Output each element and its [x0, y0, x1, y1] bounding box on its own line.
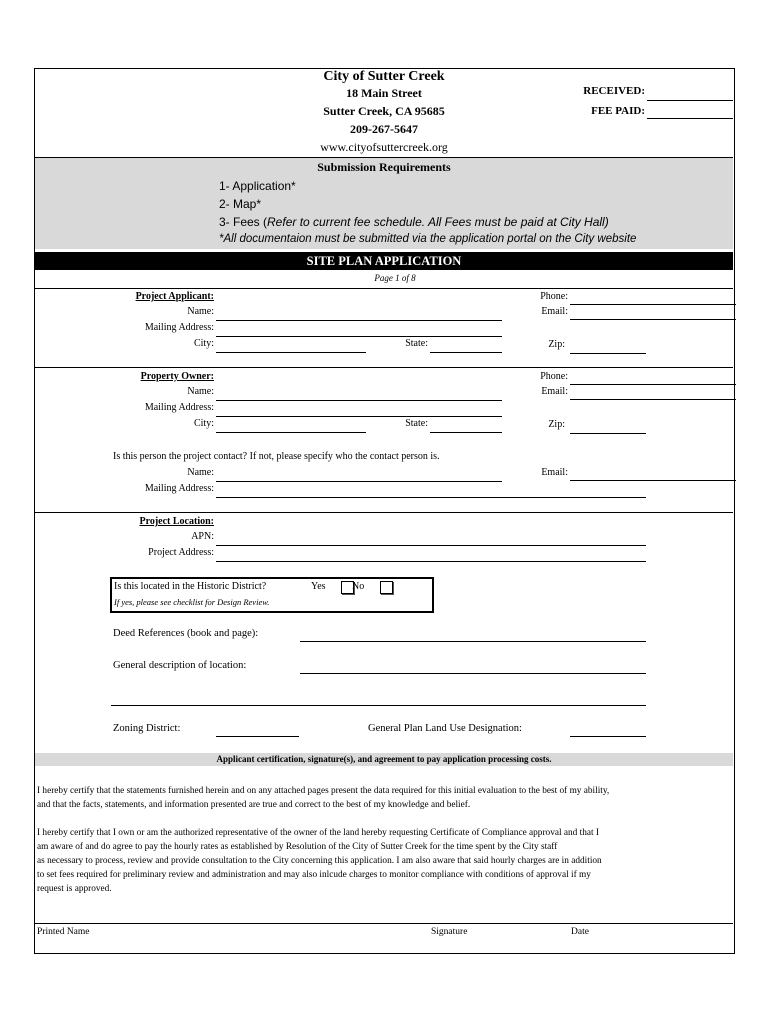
- owner-phone-label: Phone:: [540, 371, 568, 382]
- applicant-heading: Project Applicant:: [135, 291, 214, 302]
- applicant-state-field[interactable]: [430, 352, 502, 353]
- applicant-zip-field[interactable]: [570, 353, 646, 354]
- requirement-item-2: 2- Map*: [219, 197, 262, 211]
- applicant-phone-label: Phone:: [540, 291, 568, 302]
- owner-heading: Property Owner:: [140, 371, 214, 382]
- form-title: SITE PLAN APPLICATION: [35, 252, 733, 270]
- deed-field[interactable]: [300, 641, 646, 642]
- historic-no-checkbox[interactable]: [380, 581, 393, 594]
- fee-paid-label: FEE PAID:: [591, 105, 645, 117]
- received-label: RECEIVED:: [583, 85, 645, 97]
- divider: [35, 512, 733, 513]
- applicant-zip-label: Zip:: [548, 339, 565, 350]
- requirements-box: [35, 157, 733, 249]
- owner-zip-label: Zip:: [548, 419, 565, 430]
- city-state-zip: Sutter Creek, CA 95685: [323, 104, 445, 118]
- date-label: Date: [571, 927, 589, 937]
- project-address-field[interactable]: [216, 561, 646, 562]
- applicant-mailing-field[interactable]: [216, 336, 502, 337]
- cert-p1-line-2: and that the facts, statements, and information presented are true and correct to the best of my knowledge and belief.: [37, 800, 471, 810]
- project-address-label: Project Address:: [148, 547, 214, 558]
- applicant-state-label: State:: [405, 338, 428, 349]
- cert-p2-line-3: as necessary to process, review and provide consultation to the City concerning this application. I am also aware that said hourly charges are in addition: [37, 856, 602, 866]
- received-field[interactable]: [647, 100, 733, 101]
- printed-name-label: Printed Name: [37, 927, 90, 937]
- requirement-item-3-italic: Refer to current fee schedule. All Fees must be paid at City Hall): [267, 215, 609, 229]
- requirement-item-3-prefix: 3- Fees (: [219, 215, 268, 229]
- applicant-phone-field[interactable]: [570, 304, 736, 305]
- page-label: Page 1 of 8: [374, 273, 416, 283]
- owner-name-label: Name:: [187, 386, 214, 397]
- owner-name-field[interactable]: [216, 400, 502, 401]
- requirement-item-1: 1- Application*: [219, 179, 296, 193]
- location-heading: Project Location:: [139, 516, 214, 527]
- applicant-city-field[interactable]: [216, 352, 366, 353]
- general-plan-label: General Plan Land Use Designation:: [368, 723, 522, 734]
- requirement-note: *All documentaion must be submitted via the application portal on the City website: [219, 233, 637, 245]
- contact-email-field[interactable]: [570, 480, 736, 481]
- contact-mailing-field[interactable]: [216, 497, 646, 498]
- owner-state-field[interactable]: [430, 432, 502, 433]
- applicant-name-field[interactable]: [216, 320, 502, 321]
- contact-email-label: Email:: [541, 467, 568, 478]
- owner-phone-field[interactable]: [570, 384, 736, 385]
- applicant-city-label: City:: [193, 338, 214, 349]
- certification-paragraph-1: [37, 784, 727, 812]
- requirement-item-3: [219, 215, 609, 229]
- certification-paragraph-2: [37, 826, 727, 896]
- apn-label: APN:: [191, 531, 214, 542]
- divider: [35, 367, 733, 368]
- contact-name-field[interactable]: [216, 481, 502, 482]
- cert-p1-line-1: I hereby certify that the statements furnished herein and on any attached pages present the data required for this initial evaluation to the best of my ability,: [37, 786, 610, 796]
- owner-mailing-field[interactable]: [216, 416, 502, 417]
- owner-city-label: City:: [193, 418, 214, 429]
- divider: [35, 288, 733, 289]
- street-address: 18 Main Street: [346, 86, 422, 100]
- historic-question: Is this located in the Historic District?: [114, 581, 267, 592]
- owner-city-field[interactable]: [216, 432, 366, 433]
- cert-p2-line-1: I hereby certify that I own or am the authorized representative of the owner of the land hereby requesting Certificate of Compliance approval and that I: [37, 828, 599, 838]
- historic-district-box: [110, 577, 434, 613]
- owner-state-label: State:: [405, 418, 428, 429]
- city-website: www.cityofsuttercreek.org: [320, 140, 448, 154]
- contact-question: Is this person the project contact? If not, please specify who the contact person is.: [113, 451, 440, 462]
- owner-email-label: Email:: [541, 386, 568, 397]
- zoning-field[interactable]: [216, 736, 299, 737]
- contact-mailing-label: Mailing Address:: [144, 483, 214, 494]
- general-description-field-line-2[interactable]: [111, 705, 646, 706]
- city-name: City of Sutter Creek: [323, 69, 445, 84]
- applicant-email-label: Email:: [541, 306, 568, 317]
- requirements-title: Submission Requirements: [317, 160, 451, 174]
- zoning-label: Zoning District:: [113, 723, 181, 734]
- general-description-label: General description of location:: [113, 660, 247, 671]
- cert-p2-line-4: to set fees required for preliminary review and administration and may also inlcude charges to monitor compliance with conditions of approval if my: [37, 870, 591, 880]
- applicant-mailing-label: Mailing Address:: [144, 322, 214, 333]
- applicant-email-field[interactable]: [570, 319, 736, 320]
- apn-field[interactable]: [216, 545, 646, 546]
- owner-email-field[interactable]: [570, 399, 736, 400]
- site-plan-form: [34, 68, 735, 954]
- historic-note: If yes, please see checklist for Design Review.: [114, 597, 270, 607]
- cert-p2-line-5: request is approved.: [37, 884, 112, 894]
- owner-mailing-label: Mailing Address:: [144, 402, 214, 413]
- historic-no-label: No: [352, 581, 365, 592]
- contact-name-label: Name:: [187, 467, 214, 478]
- deed-label: Deed References (book and page):: [113, 628, 259, 639]
- fee-paid-field[interactable]: [647, 118, 733, 119]
- applicant-name-label: Name:: [187, 306, 214, 317]
- certification-banner: Applicant certification, signature(s), and agreement to pay application processing costs.: [35, 753, 733, 766]
- owner-zip-field[interactable]: [570, 433, 646, 434]
- signature-label: Signature: [431, 927, 468, 937]
- signature-line[interactable]: [35, 923, 733, 924]
- city-phone: 209-267-5647: [350, 122, 418, 136]
- general-description-field[interactable]: [300, 673, 646, 674]
- cert-p2-line-2: am aware of and do agree to pay the hourly rates as established by Resolution of the City of Sutter Creek for the time spent by the City staff: [37, 842, 558, 852]
- general-plan-field[interactable]: [570, 736, 646, 737]
- historic-yes-label: Yes: [311, 581, 326, 592]
